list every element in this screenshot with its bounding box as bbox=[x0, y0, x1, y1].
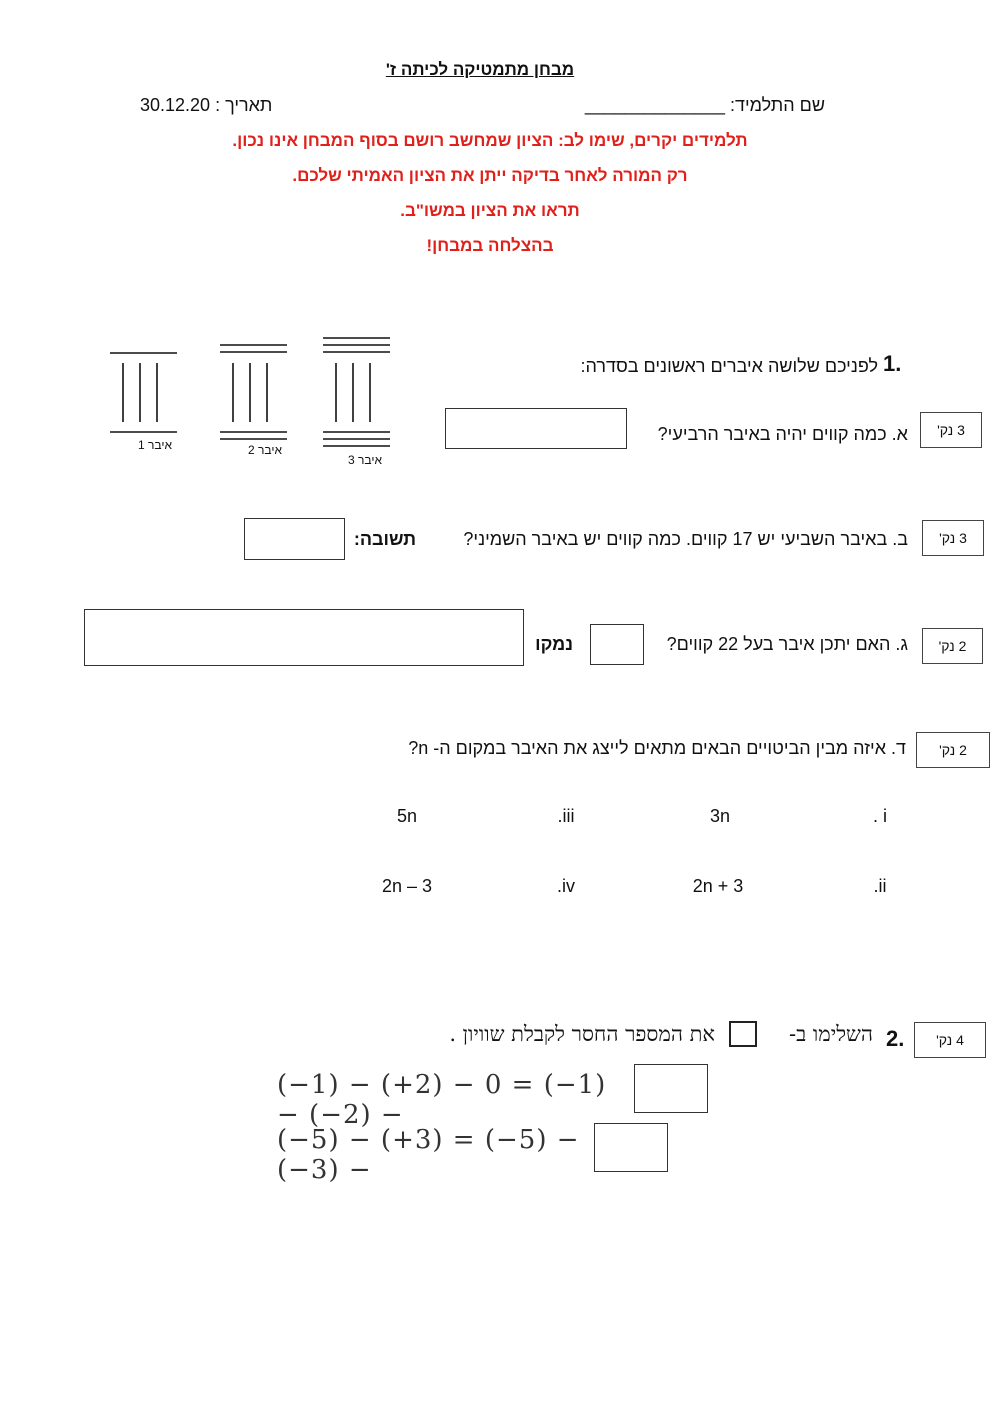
q1c-reason-box[interactable] bbox=[84, 609, 524, 666]
q1-number: 1. bbox=[883, 351, 902, 376]
q1c-text: ג. האם יתכן איבר בעל 22 קווים? bbox=[666, 634, 908, 654]
q2-eq2-answer-box[interactable] bbox=[594, 1123, 668, 1172]
q2-eq1-answer-box[interactable] bbox=[634, 1064, 708, 1113]
student-name-label: שם התלמיד: ______________ bbox=[584, 95, 825, 115]
q1a-points: 3 נק' bbox=[920, 412, 982, 448]
q1d-option-iv-expr: 2n – 3 bbox=[381, 876, 433, 896]
q1-intro: לפניכם שלושה איברים ראשונים בסדרה: bbox=[580, 356, 878, 376]
q1a-answer-box[interactable] bbox=[445, 408, 627, 449]
q2-blank-box-icon bbox=[729, 1021, 757, 1047]
page-title: מבחן מתמטיקה לכיתה ז' bbox=[385, 60, 575, 79]
q1d-option-iii-expr: 5n bbox=[396, 806, 418, 826]
q1d-option-ii-num: .ii bbox=[873, 876, 887, 896]
q2-text-part1: השלימו ב- bbox=[789, 1022, 873, 1046]
term-1-label: איבר 1 bbox=[137, 438, 173, 452]
q2-number: 2. bbox=[886, 1026, 905, 1051]
q2-equation-2: (−5) − (+3) = (−5) − (−3) − bbox=[277, 1125, 580, 1185]
notice-line-4: בהצלחה במבחן! bbox=[426, 236, 554, 255]
term-3-label: איבר 3 bbox=[347, 453, 383, 467]
q2-equation-1: (−1) − (+2) − 0 = (−1) − (−2) − bbox=[277, 1070, 607, 1130]
q1d-option-iii-num: .iii bbox=[557, 806, 575, 826]
q1d-option-iv-num: .iv bbox=[557, 876, 575, 896]
term-2-lines bbox=[220, 345, 287, 439]
notice-line-3: תראו את הציון במשו"ב. bbox=[400, 201, 580, 220]
q1d-option-i-num: . i bbox=[872, 806, 887, 826]
q1c-yesno-box[interactable] bbox=[590, 624, 644, 665]
q1b-answer-box[interactable] bbox=[244, 518, 345, 560]
q1b-text: ב. באיבר השביעי יש 17 קווים. כמה קווים יש באיבר השמיני? bbox=[463, 529, 908, 549]
q1b-points: 3 נק' bbox=[922, 520, 984, 556]
term-2-label: איבר 2 bbox=[247, 443, 283, 457]
q1d-points: 2 נק' bbox=[916, 732, 990, 768]
q1c-points: 2 נק' bbox=[922, 628, 983, 664]
q1c-reason-label: נמקו bbox=[535, 634, 573, 654]
q1a-text: א. כמה קווים יהיה באיבר הרביעי? bbox=[657, 424, 908, 444]
q1d-option-ii-expr: 2n + 3 bbox=[692, 876, 744, 896]
q1d-text: ד. איזה מבין הביטויים הבאים מתאים לייצג את האיבר במקום ה- n? bbox=[408, 738, 906, 758]
notice-line-1: תלמידים יקרים, שימו לב: הציון שמחשב רושם בסוף המבחן אינו נכון. bbox=[232, 131, 748, 150]
date-label: תאריך : 30.12.20 bbox=[140, 95, 273, 115]
q2-points: 4 נק' bbox=[914, 1022, 986, 1058]
q1d-option-i-expr: 3n bbox=[709, 806, 731, 826]
q2-text-part2: את המספר החסר לקבלת שוויון . bbox=[449, 1022, 715, 1046]
notice-line-2: רק המורה לאחר בדיקה ייתן את הציון האמיתי שלכם. bbox=[292, 166, 688, 185]
term-1-lines bbox=[110, 353, 177, 432]
term-3-lines bbox=[323, 338, 390, 446]
q1b-answer-label: תשובה: bbox=[353, 529, 416, 549]
